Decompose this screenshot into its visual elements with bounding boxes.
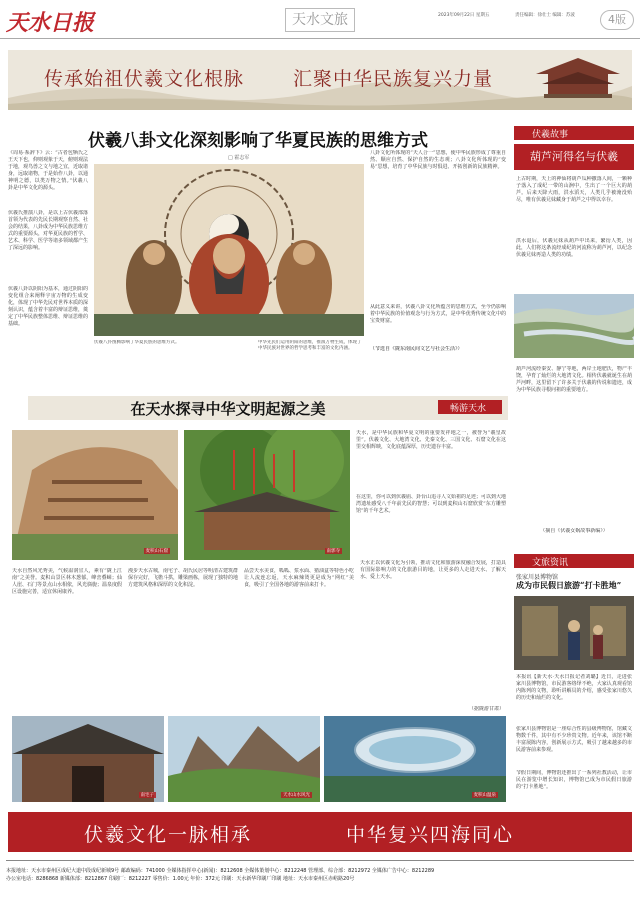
article2-text4: 漫步天水古城，南宅子、胡氏民居等明清古建筑群保存完好，飞檐斗拱，雕梁画栋，展现了独特的地方建筑风格和深厚的文化积淀。 — [128, 568, 238, 588]
article1-byline — [228, 154, 249, 161]
hotspring-photo — [324, 716, 506, 802]
article2-text6: 天水正以伏羲文化为引领，推动文化和旅游深度融合发展，打造具有国际影响力的文化旅游目的地，让更多的人走进天水、了解天水、爱上天水。 — [360, 560, 506, 580]
article2-text3: 天水自然风光秀美，气候温润宜人，素有“陇上江南”之美誉。麦积山景区林木葱郁，峰峦叠嶂；仙人崖、石门等景点山水相依，风光旖旎；温泉度假区设施完善，适宜休闲康养。 — [12, 568, 122, 595]
article1-col4: 八卦文化所体现的“天人合一”思想，使中华民族形成了尊重自然、顺应自然、保护自然的生态观；八卦文化所体现的“变易”思想，培育了中华民族与时俱进、开拓创新的民族精神。 — [370, 150, 506, 170]
gourd-river-photo — [514, 294, 634, 358]
byline-marker: □ — [228, 155, 235, 161]
newspaper-logo: 天水日报 — [6, 10, 95, 36]
maijishan-art — [12, 430, 178, 560]
article1-author: 霍志军 — [234, 155, 250, 161]
scenery-art — [168, 716, 320, 802]
article1-col-c: 中华先民们运用阴阳的思维，推演万物生成，体现了中华民族对世界的哲学思考和丰富的文化内涵。 — [258, 340, 362, 351]
article1-source: （节选自《陇东南民间文艺与社会生活》） — [370, 346, 463, 352]
colophon-line2: 办公室电话：8286868 新媒体部：8212867 印刷厂：8212227 零售价：1.00元 年价：372元 印刷：天水新华印刷厂印刷 地址：天水市秦州区赤峪路20号 — [6, 876, 355, 882]
sidebar2 — [514, 552, 634, 804]
article2 — [8, 394, 508, 804]
nanguo-label: 南郭寺 — [326, 549, 340, 554]
hotspring-art — [324, 716, 506, 802]
masthead-rule — [0, 38, 640, 39]
article2-text2: 在这里，你可以到伏羲庙、卦台山追寻人文始祖的足迹；可以到大地湾遗址感受八千年前先民的智慧；可以到麦积山石窟欣赏“东方雕塑馆”的千年艺术。 — [356, 494, 506, 514]
article1-col2: 伏羲氏推演八卦，是以上古伏羲部落首领为代表的先民长期观察自然、社会的结果，八卦成为中华民族思维方式的重要源头，对华夏民族的哲学、艺术、科学、医学等诸多领域都产生了深远的影响。 — [8, 210, 88, 251]
sidebar1-p3: 葫芦河流经秦安、静宁等地，两岸土地肥沃，物产丰饶，孕育了灿烂的大地湾文化。相传伏羲就诞生在葫芦河畔，这里留下了许多关于伏羲的传说和遗迹，成为中华民族寻根问祖的重要地方。 — [516, 366, 632, 393]
masthead — [0, 0, 640, 40]
article2-text5: 品尝天水美食，呱呱、浆水面、猪油盒等特色小吃让人流连忘返，天水麻辣烫更是成为“网红”美食，吸引了全国各地的游客前来打卡。 — [244, 568, 354, 588]
sidebar1-title: 葫芦河得名与伏羲 — [530, 150, 618, 163]
sidebar2-title: 成为市民假日旅游“打卡胜地” — [516, 580, 622, 590]
article2-source: （据陇游甘肃） — [468, 706, 504, 712]
colophon-line1: 本报地址：天水市秦州区成纪大道中段成纪新城9号 邮政编码：741000 全媒体指挥中心(新闻)：8212608 全媒体策划中心：8212248 管理部、综合部：8212972 全媒体广告中心：8212289 — [6, 868, 435, 874]
footer-banner-right: 中华复兴四海同心 — [346, 824, 515, 846]
sidebar2-p3: 节假日期间，博物馆还推出了一系列社教活动，让市民在游览中增长知识，博物馆已成为市民假日旅游的“打卡胜地”。 — [516, 770, 632, 790]
bagua-artwork — [94, 164, 364, 336]
nanzhaizi-art — [12, 716, 164, 802]
scenery-photo — [168, 716, 320, 802]
article1-col5: 从此意义来讲，伏羲八卦文化所蕴含的思维方式，至今仍影响着中华民族的价值观念与行为方式，是中华优秀传统文化中的宝贵财富。 — [370, 304, 506, 324]
article1-title: 伏羲八卦文化深刻影响了华夏民族的思维方式 — [88, 131, 428, 151]
article1 — [8, 118, 508, 390]
footer-banner — [8, 812, 632, 852]
river-photo-art — [514, 294, 634, 358]
hotspring-label: 麦积山温泉 — [473, 793, 496, 798]
nanguo-temple-photo — [184, 430, 350, 560]
nanzhaizi-photo — [12, 716, 164, 802]
sidebar2-p2: 张家川县博物馆是一座综合性的县级博物馆，馆藏文物数千件，其中有不少珍贵文物。近年来，该馆不断丰富展陈内容，创新展示方式，吸引了越来越多的市民游客前来参观。 — [516, 726, 632, 753]
banner-left-text: 传承始祖伏羲文化根脉 — [44, 68, 245, 90]
article1-col3: 伏羲八卦以阴阳为基本，通过阴阳的变化组合来阐释宇宙万物的生成变化，体现了中华先民对世界本质的深刻认识，蕴含着丰富的辩证思维，奠定了中华民族整体思维、辩证思维的基础。 — [8, 286, 88, 327]
banner-right-text: 汇聚中华民族复兴力量 — [293, 68, 494, 90]
sidebar2-p1: 本报讯【新天水·天水日报记者刘璐】近日，走进张家川县博物馆，市民游客络绎不绝，大家认真观看馆内陈列的文物，聆听讲解员的介绍，感受张家川悠久的历史和灿烂的文化。 — [516, 674, 632, 701]
sidebar1-tag: 伏羲故事 — [514, 126, 634, 140]
maijishan-photo — [12, 430, 178, 560]
sidebar1-p2: 洪水退后，伏羲兄妹从葫芦中出来，繁衍人类，因此，人们将这条流经成纪的河流称为葫芦河，以纪念伏羲兄妹再造人类的功绩。 — [516, 238, 632, 258]
article2-title: 在天水探寻中华文明起源之美 — [130, 400, 326, 418]
museum-photo — [514, 596, 634, 670]
temple-art — [184, 430, 350, 560]
scenery-label: 天水山水风光 — [283, 793, 310, 798]
top-banner — [8, 50, 632, 110]
section-name: 天水文旅 — [285, 8, 355, 32]
sidebar1 — [514, 118, 634, 548]
editor-line: 责任编辑：徐壮士 编辑：苏波 — [515, 13, 575, 18]
nanzhaizi-label: 南宅子 — [140, 793, 154, 798]
illustration-caption: 伏羲八卦图腾影响了华夏民族的思维方式。 — [94, 340, 180, 345]
colophon — [6, 860, 634, 900]
article1-lead: 《周易·系辞下》云：“古者包牺氏之王天下也，仰则观象于天，俯则观法于地，观鸟兽之文与地之宜，近取诸身，远取诸物，于是始作八卦，以通神明之德，以类万物之情。”伏羲八卦是中华文化的源头。 — [8, 150, 88, 191]
article2-tag: 畅游天水 — [438, 400, 502, 414]
issue-date: 2023年09月22日 星期五 — [438, 13, 490, 18]
sidebar1-p1: 上古时期，天上的神仙将葫芦瓜种撒落人间，一颗种子落入了成纪一带的山涧中，生出了一个巨大的葫芦。后来天降大雨，洪水滔天，人类几乎被淹没殆尽，唯有伏羲兄妹藏身于葫芦之中得以幸存。 — [516, 176, 632, 203]
footer-banner-left: 伏羲文化一脉相承 — [84, 824, 253, 846]
page-number: 4版 — [600, 10, 634, 30]
sidebar2-subtitle: 张家川县博物馆 — [516, 574, 559, 581]
museum-art — [514, 596, 634, 670]
sidebar1-title-box — [514, 144, 634, 170]
fuxi-bagua-illustration — [94, 164, 364, 336]
sidebar2-tag: 文旅资讯 — [514, 554, 634, 568]
sidebar1-source: （摘自《伏羲女娲故事新编》） — [540, 528, 608, 534]
article2-text1: 天水，是中华民族和华夏文明的重要发祥地之一，被誉为“羲皇故里”。伏羲文化、大地湾文化、先秦文化、三国文化、石窟文化在这里交相辉映，文化底蕴深厚，历史遗存丰富。 — [356, 430, 506, 450]
maijishan-label: 麦积山石窟 — [145, 549, 168, 554]
